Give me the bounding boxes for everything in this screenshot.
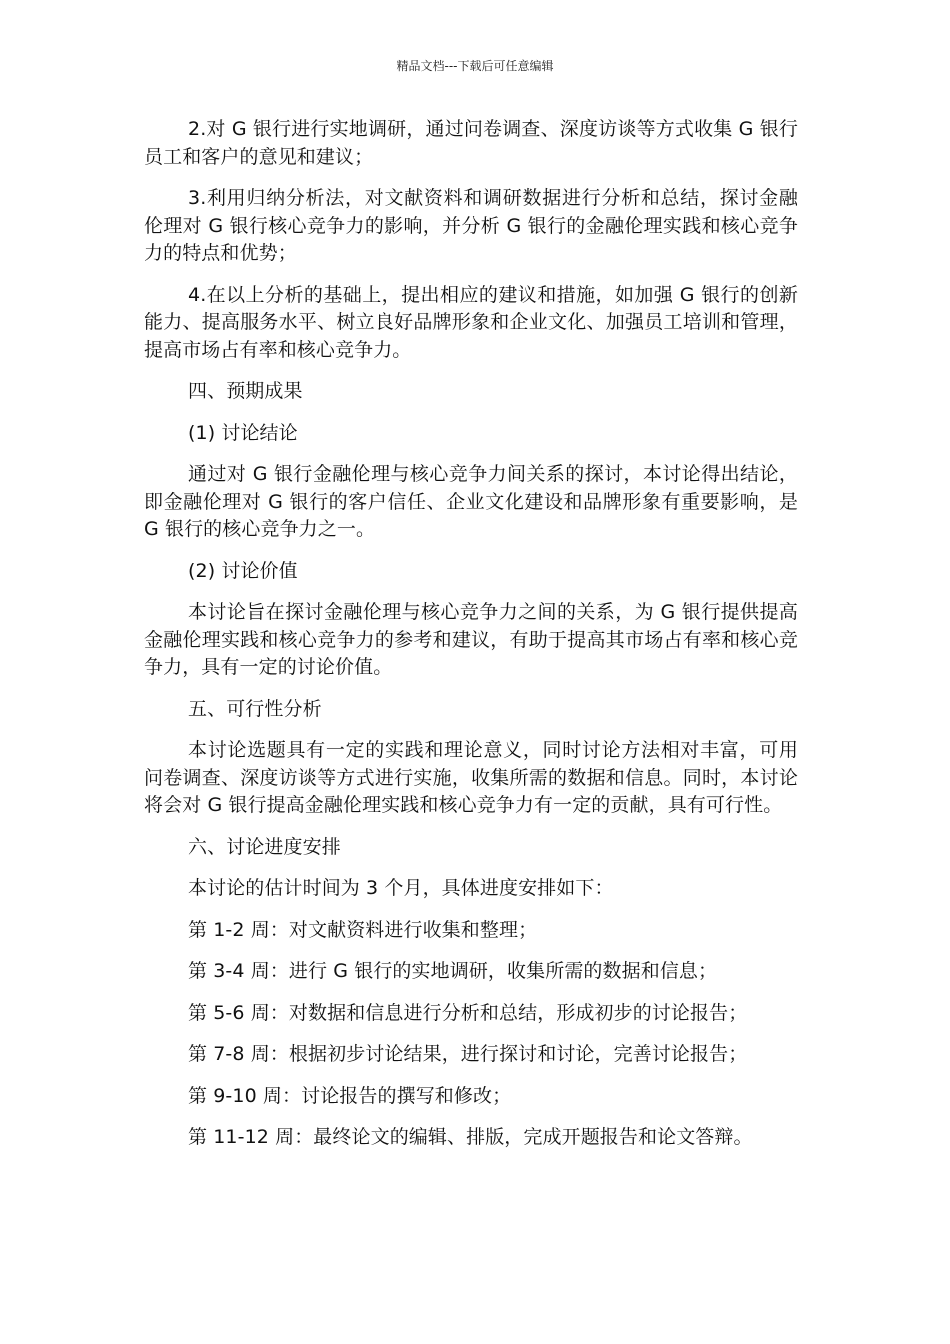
schedule-item: 第 5-6 周：对数据和信息进行分析和总结，形成初步的讨论报告；: [188, 1001, 748, 1024]
conclusion-paragraph: 通过对 G 银行金融伦理与核心竞争力间关系的探讨，本讨论得出结论，即金融伦理对 G 银行的客户信任、企业文化建设和品牌形象有重要影响，是 G 银行的核心竞争力之一。: [144, 463, 798, 540]
page-header: 精品文档---下载后可任意编辑: [396, 59, 554, 73]
method-item-3: 3.利用归纳分析法，对文献资料和调研数据进行分析和总结，探讨金融伦理对 G 银行核心竞争力的影响，并分析 G 银行的金融伦理实践和核心竞争力的特点和优势；: [144, 187, 798, 264]
value-paragraph: 本讨论旨在探讨金融伦理与核心竞争力之间的关系，为 G 银行提供提高金融伦理实践和核心竞争力的参考和建议，有助于提高其市场占有率和核心竞争力，具有一定的讨论价值。: [144, 601, 798, 678]
schedule-item: 第 1-2 周：对文献资料进行收集和整理；: [188, 918, 538, 941]
schedule-intro: 本讨论的估计时间为 3 个月，具体进度安排如下：: [188, 877, 614, 899]
schedule-item: 第 7-8 周：根据初步讨论结果，进行探讨和讨论，完善讨论报告；: [188, 1043, 748, 1065]
method-item-2: 2.对 G 银行进行实地调研，通过问卷调查、深度访谈等方式收集 G 银行员工和客户的意见和建议；: [144, 118, 798, 168]
section-heading-expected-results: 四、预期成果: [188, 380, 303, 402]
schedule-item: 第 3-4 周：进行 G 银行的实地调研，收集所需的数据和信息；: [188, 960, 718, 982]
method-item-4: 4.在以上分析的基础上，提出相应的建议和措施，如加强 G 银行的创新能力、提高服务水平、树立良好品牌形象和企业文化、加强员工培训和管理，提高市场占有率和核心竞争力。: [144, 283, 798, 361]
schedule-item: 第 11-12 周：最终论文的编辑、排版，完成开题报告和论文答辩。: [188, 1126, 753, 1148]
document-body: [144, 116, 798, 1166]
feasibility-paragraph: 本讨论选题具有一定的实践和理论意义，同时讨论方法相对丰富，可用问卷调查、深度访谈等方式进行实施，收集所需的数据和信息。同时，本讨论将会对 G 银行提高金融伦理实践和核心竞争力有一定的贡献，具有可行性。: [144, 739, 798, 816]
schedule-item: 第 9-10 周：讨论报告的撰写和修改；: [188, 1084, 512, 1107]
section-heading-schedule: 六、讨论进度安排: [188, 835, 341, 858]
section-heading-feasibility: 五、可行性分析: [188, 697, 322, 720]
subheading-value: (2) 讨论价值: [188, 559, 298, 582]
subheading-conclusion: (1) 讨论结论: [188, 421, 298, 444]
